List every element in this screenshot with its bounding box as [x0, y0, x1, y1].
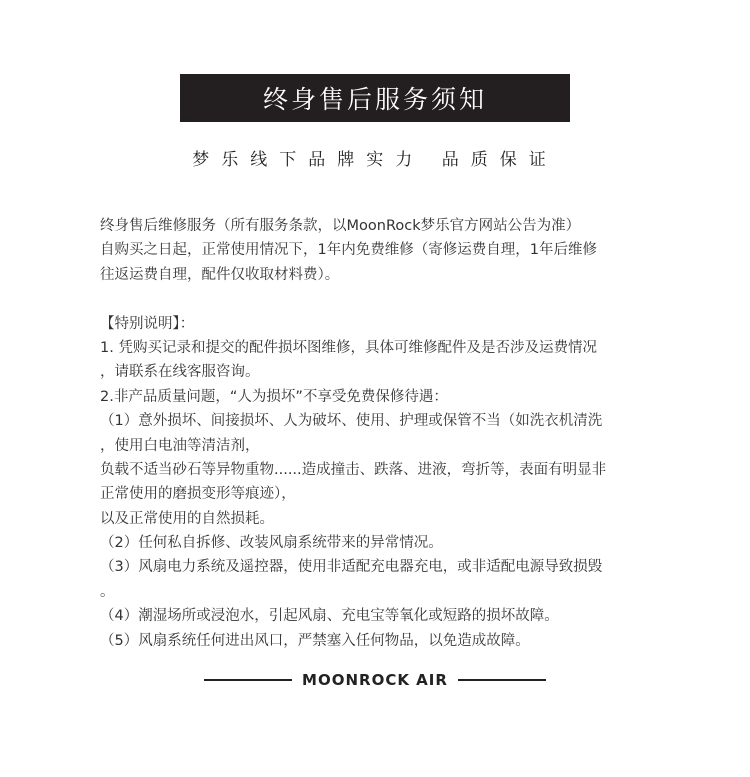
- special-heading: 【特别说明】：: [100, 315, 195, 332]
- page-title: 终身售后服务须知: [262, 85, 487, 114]
- divider-left: [204, 679, 292, 681]
- special-line: （1）意外损坏、间接损坏、人为破坏、使用、护理或保管不当（如洗衣机清洗: [100, 413, 603, 430]
- special-line: ，请联系在线客服咨询。: [100, 364, 260, 381]
- paragraph-gap: [100, 287, 660, 311]
- intro-line: 往返运费自理，配件仅收取材料费）。: [100, 266, 340, 283]
- special-line: （4）潮湿场所或浸泡水，引起风扇、充电宝等氧化或短路的损坏故障。: [100, 608, 559, 625]
- special-line: （5）风扇系统任何进出风口，严禁塞入任何物品，以免造成故障。: [100, 632, 530, 649]
- special-line: （2）任何私自拆修、改装风扇系统带来的异常情况。: [100, 535, 443, 552]
- brand-name: MOONROCK AIR: [302, 671, 448, 689]
- special-line: ，使用白电油等清洁剂，: [100, 437, 260, 454]
- special-line: 正常使用的磨损变形等痕迹），: [100, 486, 296, 503]
- special-line: （3）风扇电力系统及遥控器，使用非适配充电器充电，或非适配电源导致损毁: [100, 559, 603, 576]
- intro-line: 自购买之日起，正常使用情况下，1年内免费维修（寄修运费自理，1年后维修: [100, 242, 597, 259]
- page-subtitle: 梦乐线下品牌实力 品质保证: [192, 150, 558, 170]
- special-line: 1. 凭购买记录和提交的配件损坏图维修，具体可维修配件及是否涉及运费情况: [100, 339, 597, 356]
- page-title-banner: [180, 74, 570, 122]
- special-line: 2.非产品质量问题，“人为损坏”不享受免费保修待遇：: [100, 388, 448, 405]
- special-line: 以及正常使用的自然损耗。: [100, 510, 274, 527]
- intro-line: 终身售后维修服务（所有服务条款，以MoonRock梦乐官方网站公告为准）: [100, 218, 581, 234]
- divider-right: [458, 679, 546, 681]
- special-line: 负载不适当砂石等异物重物......造成撞击、跌落、进液，弯折等，表面有明显非: [100, 461, 607, 478]
- brand-footer: [0, 668, 750, 692]
- special-line: 。: [100, 583, 115, 600]
- notice-body: [100, 214, 660, 653]
